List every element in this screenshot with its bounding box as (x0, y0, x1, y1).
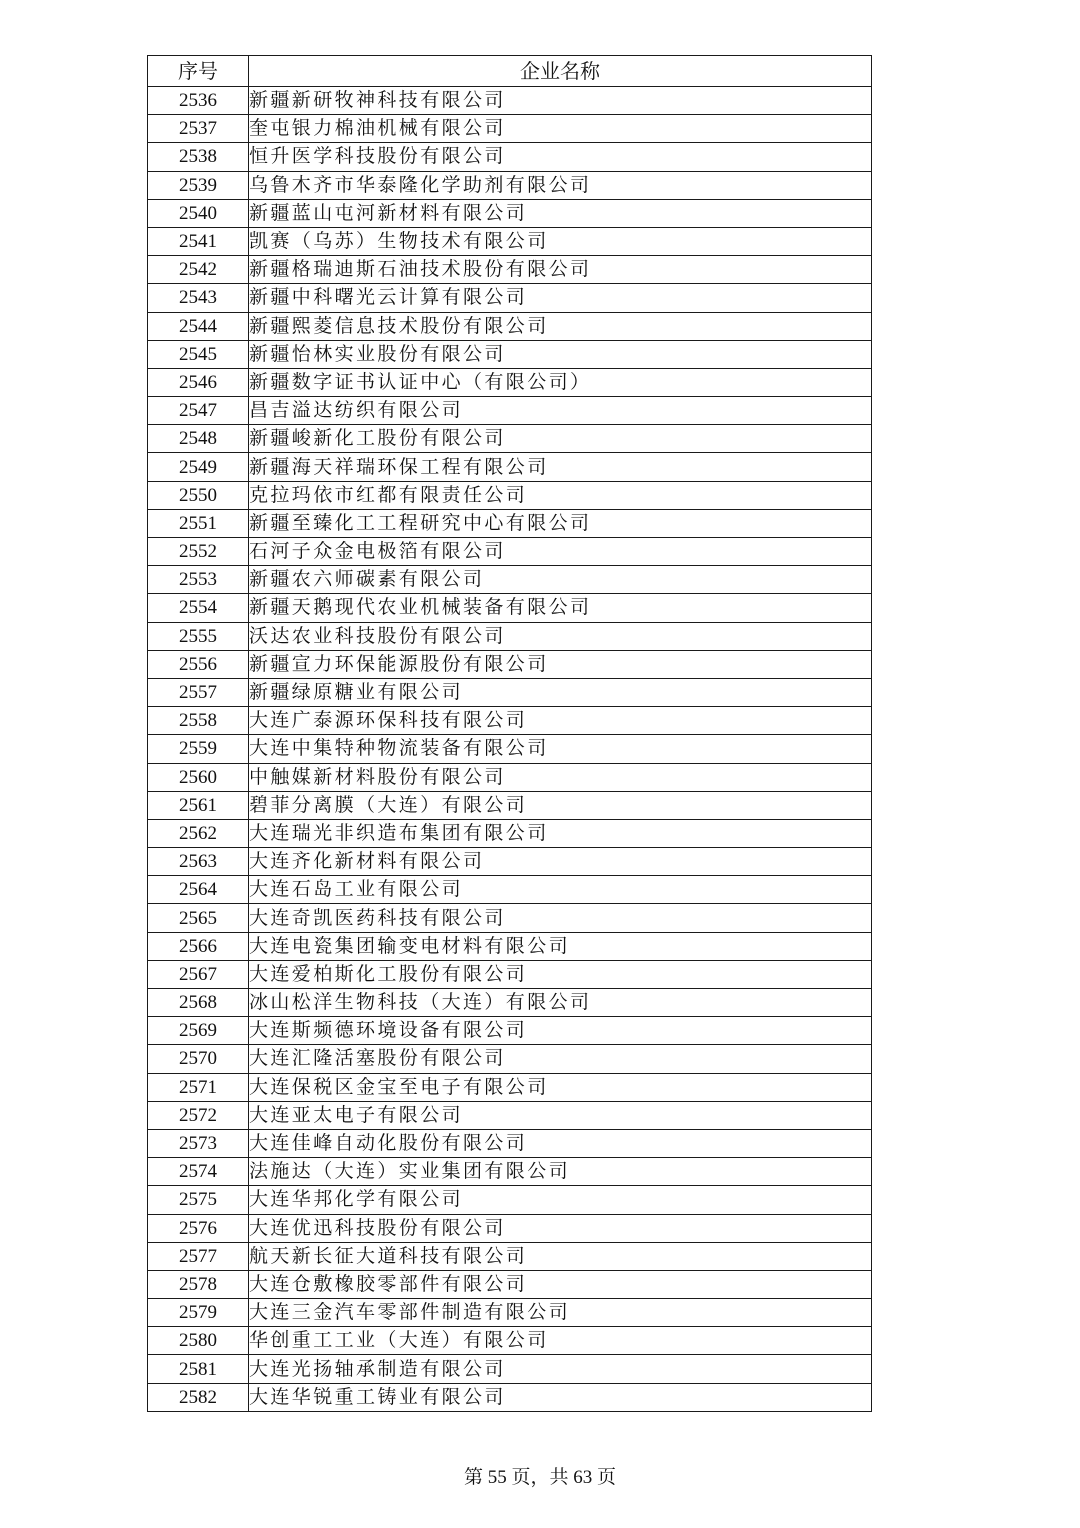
company-name-cell: 华创重工工业（大连）有限公司 (249, 1327, 872, 1355)
table-row (148, 960, 872, 988)
row-number-cell: 2579 (148, 1299, 249, 1327)
company-name-cell: 大连仓敷橡胶零部件有限公司 (249, 1270, 872, 1298)
row-number-cell: 2544 (148, 312, 249, 340)
company-name-cell: 大连三金汽车零部件制造有限公司 (249, 1299, 872, 1327)
row-number-cell: 2575 (148, 1186, 249, 1214)
table-row (148, 87, 872, 115)
company-name-cell: 大连齐化新材料有限公司 (249, 848, 872, 876)
company-name-cell: 大连光扬轴承制造有限公司 (249, 1355, 872, 1383)
company-name-cell: 恒升医学科技股份有限公司 (249, 143, 872, 171)
row-number-cell: 2536 (148, 87, 249, 115)
company-list-table (147, 55, 872, 1412)
row-number-cell: 2566 (148, 932, 249, 960)
row-number-cell: 2565 (148, 904, 249, 932)
row-number-cell: 2573 (148, 1129, 249, 1157)
company-name-cell: 克拉玛依市红都有限责任公司 (249, 481, 872, 509)
company-name-cell: 乌鲁木齐市华泰隆化学助剂有限公司 (249, 171, 872, 199)
table-body (148, 87, 872, 1412)
row-number-cell: 2569 (148, 1017, 249, 1045)
row-number-cell: 2555 (148, 622, 249, 650)
table-row (148, 453, 872, 481)
table-row (148, 199, 872, 227)
company-name-cell: 新疆新研牧神科技有限公司 (249, 87, 872, 115)
row-number-cell: 2541 (148, 227, 249, 255)
company-name-cell: 大连斯频德环境设备有限公司 (249, 1017, 872, 1045)
table-row (148, 481, 872, 509)
company-name-cell: 石河子众金电极箔有限公司 (249, 538, 872, 566)
company-name-cell: 新疆天鹅现代农业机械装备有限公司 (249, 594, 872, 622)
row-number-cell: 2540 (148, 199, 249, 227)
row-number-cell: 2549 (148, 453, 249, 481)
table-row (148, 678, 872, 706)
company-name-cell: 中触媒新材料股份有限公司 (249, 763, 872, 791)
company-name-cell: 大连瑞光非织造布集团有限公司 (249, 819, 872, 847)
company-name-cell: 大连汇隆活塞股份有限公司 (249, 1045, 872, 1073)
table-row (148, 876, 872, 904)
table-row (148, 932, 872, 960)
table-row (148, 509, 872, 537)
company-name-cell: 航天新长征大道科技有限公司 (249, 1242, 872, 1270)
table-row (148, 143, 872, 171)
table-row (148, 538, 872, 566)
company-name-cell: 大连华邦化学有限公司 (249, 1186, 872, 1214)
row-number-cell: 2580 (148, 1327, 249, 1355)
table-row (148, 1355, 872, 1383)
company-name-cell: 大连石岛工业有限公司 (249, 876, 872, 904)
row-number-cell: 2538 (148, 143, 249, 171)
table-row (148, 1073, 872, 1101)
row-number-cell: 2545 (148, 340, 249, 368)
table-row (148, 1299, 872, 1327)
table-row (148, 1383, 872, 1411)
table-header-row (148, 56, 872, 87)
row-number-cell: 2568 (148, 989, 249, 1017)
row-number-cell: 2578 (148, 1270, 249, 1298)
table-row (148, 904, 872, 932)
table-row (148, 650, 872, 678)
company-name-cell: 新疆怡林实业股份有限公司 (249, 340, 872, 368)
table-row (148, 763, 872, 791)
company-name-cell: 大连亚太电子有限公司 (249, 1101, 872, 1129)
table-row (148, 115, 872, 143)
table-row (148, 707, 872, 735)
table-row (148, 284, 872, 312)
table-row (148, 848, 872, 876)
company-name-cell: 大连电瓷集团输变电材料有限公司 (249, 932, 872, 960)
company-name-cell: 新疆熙菱信息技术股份有限公司 (249, 312, 872, 340)
table-row (148, 819, 872, 847)
table-row (148, 622, 872, 650)
row-number-cell: 2546 (148, 368, 249, 396)
row-number-cell: 2563 (148, 848, 249, 876)
row-number-cell: 2571 (148, 1073, 249, 1101)
row-number-cell: 2547 (148, 397, 249, 425)
row-number-cell: 2559 (148, 735, 249, 763)
table-row (148, 1242, 872, 1270)
row-number-cell: 2574 (148, 1158, 249, 1186)
company-name-cell: 碧菲分离膜（大连）有限公司 (249, 791, 872, 819)
row-number-cell: 2561 (148, 791, 249, 819)
row-number-cell: 2576 (148, 1214, 249, 1242)
table-row (148, 368, 872, 396)
row-number-cell: 2548 (148, 425, 249, 453)
table-row (148, 1017, 872, 1045)
table-row (148, 791, 872, 819)
row-number-cell: 2560 (148, 763, 249, 791)
table-row (148, 989, 872, 1017)
table-row (148, 397, 872, 425)
company-name-cell: 新疆绿原糖业有限公司 (249, 678, 872, 706)
row-number-cell: 2558 (148, 707, 249, 735)
table-row (148, 1101, 872, 1129)
company-name-cell: 新疆蓝山屯河新材料有限公司 (249, 199, 872, 227)
table-row (148, 312, 872, 340)
page-number-footer: 第 55 页，共 63 页 (463, 1467, 616, 1488)
company-name-cell: 新疆格瑞迪斯石油技术股份有限公司 (249, 256, 872, 284)
company-name-cell: 凯赛（乌苏）生物技术有限公司 (249, 227, 872, 255)
table-row (148, 1045, 872, 1073)
company-name-cell: 沃达农业科技股份有限公司 (249, 622, 872, 650)
company-name-cell: 大连优迅科技股份有限公司 (249, 1214, 872, 1242)
table-row (148, 256, 872, 284)
table-header (148, 56, 872, 87)
company-name-cell: 冰山松洋生物科技（大连）有限公司 (249, 989, 872, 1017)
row-number-cell: 2570 (148, 1045, 249, 1073)
table-row (148, 425, 872, 453)
company-name-cell: 大连保税区金宝至电子有限公司 (249, 1073, 872, 1101)
company-name-cell: 大连佳峰自动化股份有限公司 (249, 1129, 872, 1157)
company-name-cell: 新疆农六师碳素有限公司 (249, 566, 872, 594)
row-number-cell: 2543 (148, 284, 249, 312)
column-header-company-name: 企业名称 (249, 56, 872, 87)
company-name-cell: 新疆数字证书认证中心（有限公司） (249, 368, 872, 396)
row-number-cell: 2554 (148, 594, 249, 622)
row-number-cell: 2539 (148, 171, 249, 199)
row-number-cell: 2553 (148, 566, 249, 594)
row-number-cell: 2552 (148, 538, 249, 566)
table-row (148, 1270, 872, 1298)
company-name-cell: 大连广泰源环保科技有限公司 (249, 707, 872, 735)
row-number-cell: 2542 (148, 256, 249, 284)
company-name-cell: 法施达（大连）实业集团有限公司 (249, 1158, 872, 1186)
table-row (148, 227, 872, 255)
row-number-cell: 2564 (148, 876, 249, 904)
company-name-cell: 新疆海天祥瑞环保工程有限公司 (249, 453, 872, 481)
company-name-cell: 新疆中科曙光云计算有限公司 (249, 284, 872, 312)
row-number-cell: 2551 (148, 509, 249, 537)
company-name-cell: 新疆至臻化工工程研究中心有限公司 (249, 509, 872, 537)
table-row (148, 1158, 872, 1186)
table-row (148, 566, 872, 594)
table-row (148, 594, 872, 622)
row-number-cell: 2577 (148, 1242, 249, 1270)
row-number-cell: 2537 (148, 115, 249, 143)
company-name-cell: 昌吉溢达纺织有限公司 (249, 397, 872, 425)
row-number-cell: 2582 (148, 1383, 249, 1411)
table-row (148, 1186, 872, 1214)
table-row (148, 1214, 872, 1242)
row-number-cell: 2557 (148, 678, 249, 706)
row-number-cell: 2567 (148, 960, 249, 988)
company-name-cell: 大连奇凯医药科技有限公司 (249, 904, 872, 932)
row-number-cell: 2581 (148, 1355, 249, 1383)
company-name-cell: 大连中集特种物流装备有限公司 (249, 735, 872, 763)
row-number-cell: 2572 (148, 1101, 249, 1129)
company-name-cell: 大连华锐重工铸业有限公司 (249, 1383, 872, 1411)
row-number-cell: 2562 (148, 819, 249, 847)
table-row (148, 735, 872, 763)
table-row (148, 340, 872, 368)
company-name-cell: 奎屯银力棉油机械有限公司 (249, 115, 872, 143)
table-row (148, 1327, 872, 1355)
table-row (148, 1129, 872, 1157)
row-number-cell: 2550 (148, 481, 249, 509)
table-row (148, 171, 872, 199)
company-name-cell: 新疆峻新化工股份有限公司 (249, 425, 872, 453)
column-header-number: 序号 (148, 56, 249, 87)
row-number-cell: 2556 (148, 650, 249, 678)
company-name-cell: 大连爱柏斯化工股份有限公司 (249, 960, 872, 988)
company-name-cell: 新疆宣力环保能源股份有限公司 (249, 650, 872, 678)
